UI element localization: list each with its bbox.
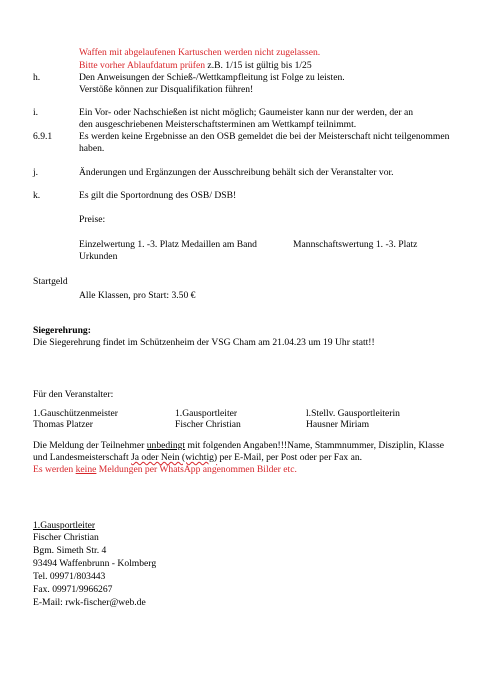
item-h-line-1: Den Anweisungen der Schieß-/Wettkampfleitung ist Folge zu leisten. xyxy=(79,72,345,83)
veranstalter-col2-name: Fischer Christian xyxy=(175,419,241,430)
startgeld-text: Alle Klassen, pro Start: 3.50 € xyxy=(79,290,196,301)
preise-urkunden: Urkunden xyxy=(79,251,118,262)
item-h-line-2: Verstöße können zur Disqualifikation führen! xyxy=(79,84,254,95)
veranstalter-heading: Für den Veranstalter: xyxy=(33,389,114,400)
item-i-label: i. xyxy=(33,107,39,118)
veranstalter-col1-name: Thomas Platzer xyxy=(33,419,93,430)
item-k-label: k. xyxy=(33,190,41,201)
siegerehrung-text: Die Siegerehrung findet im Schützenheim der VSG Cham am 21.04.23 um 19 Uhr statt!! xyxy=(33,337,375,348)
kontakt-fax: Fax. 09971/9966267 xyxy=(33,584,113,595)
kontakt-name: Fischer Christian xyxy=(33,532,99,543)
meldung-l2-text: und Landesmeisterschaft xyxy=(33,452,132,463)
meldung-l3-rest: Meldungen per WhatsApp angenommen Bilder etc. xyxy=(96,464,297,475)
preise-einzel: Einzelwertung 1. -3. Platz Medaillen am Band xyxy=(79,239,257,250)
item-i-line-2: den ausgeschriebenen Meisterschaftsterminen am Wettkampf teilnimmt. xyxy=(79,119,357,130)
item-691-label: 6.9.1 xyxy=(33,131,53,142)
kontakt-street: Bgm. Simeth Str. 4 xyxy=(33,545,107,556)
preise-mannschaft: Mannschaftswertung 1. -3. Platz xyxy=(293,239,418,250)
warning-red-text: Bitte vorher Ablaufdatum prüfen xyxy=(79,60,206,71)
meldung-l3-text: Es werden xyxy=(33,464,76,475)
meldung-l3-emphasis: keine xyxy=(75,464,97,475)
warning-line-2 xyxy=(79,60,312,72)
veranstalter-col2-title: 1.Gausportleiter xyxy=(175,408,238,419)
kontakt-tel: Tel. 09971/803443 xyxy=(33,571,106,582)
kontakt-title: 1.Gausportleiter xyxy=(33,520,96,531)
preise-heading: Preise: xyxy=(79,214,106,225)
meldung-l2-emphasis: Ja oder Nein (wichtig) xyxy=(131,452,218,463)
warning-example-text: z.B. 1/15 ist gültig bis 1/25 xyxy=(205,60,312,71)
meldung-l1-text: Die Meldung der Teilnehmer xyxy=(33,440,147,451)
item-691-line-2: haben. xyxy=(79,143,105,154)
warning-line-1: Waffen mit abgelaufenen Kartuschen werden nicht zugelassen. xyxy=(79,47,321,58)
meldung-line-2 xyxy=(33,452,362,464)
item-h-label: h. xyxy=(33,72,41,83)
meldung-line-1 xyxy=(33,440,444,452)
veranstalter-col3-title: l.Stellv. Gausportleiterin xyxy=(306,408,400,419)
siegerehrung-heading: Siegerehrung: xyxy=(33,325,91,336)
item-j-line-1: Änderungen und Ergänzungen der Ausschreibung behält sich der Veranstalter vor. xyxy=(79,167,394,178)
meldung-l1-rest: mit folgenden Angaben!!!Name, Stammnummer, Disziplin, Klasse xyxy=(185,440,444,451)
veranstalter-col1-title: 1.Gauschützenmeister xyxy=(33,408,118,419)
meldung-l1-emphasis: unbedingt xyxy=(146,440,186,451)
item-691-line-1: Es werden keine Ergebnisse an den OSB gemeldet die bei der Meisterschaft nicht teilgenommen xyxy=(79,131,450,142)
kontakt-city: 93494 Waffenbrunn - Kolmberg xyxy=(33,558,157,569)
item-j-label: j. xyxy=(33,167,39,178)
veranstalter-col3-name: Hausner Miriam xyxy=(306,419,370,430)
item-k-line-1: Es gilt die Sportordnung des OSB/ DSB! xyxy=(79,190,237,201)
startgeld-heading: Startgeld xyxy=(33,276,68,287)
meldung-line-3 xyxy=(33,464,297,476)
kontakt-email: E-Mail: rwk-fischer@web.de xyxy=(33,597,146,608)
item-i-line-1: Ein Vor- oder Nachschießen ist nicht möglich; Gaumeister kann nur der werden, der an xyxy=(79,107,414,118)
meldung-l2-rest: per E-Mail, per Post oder per Fax an. xyxy=(217,452,363,463)
